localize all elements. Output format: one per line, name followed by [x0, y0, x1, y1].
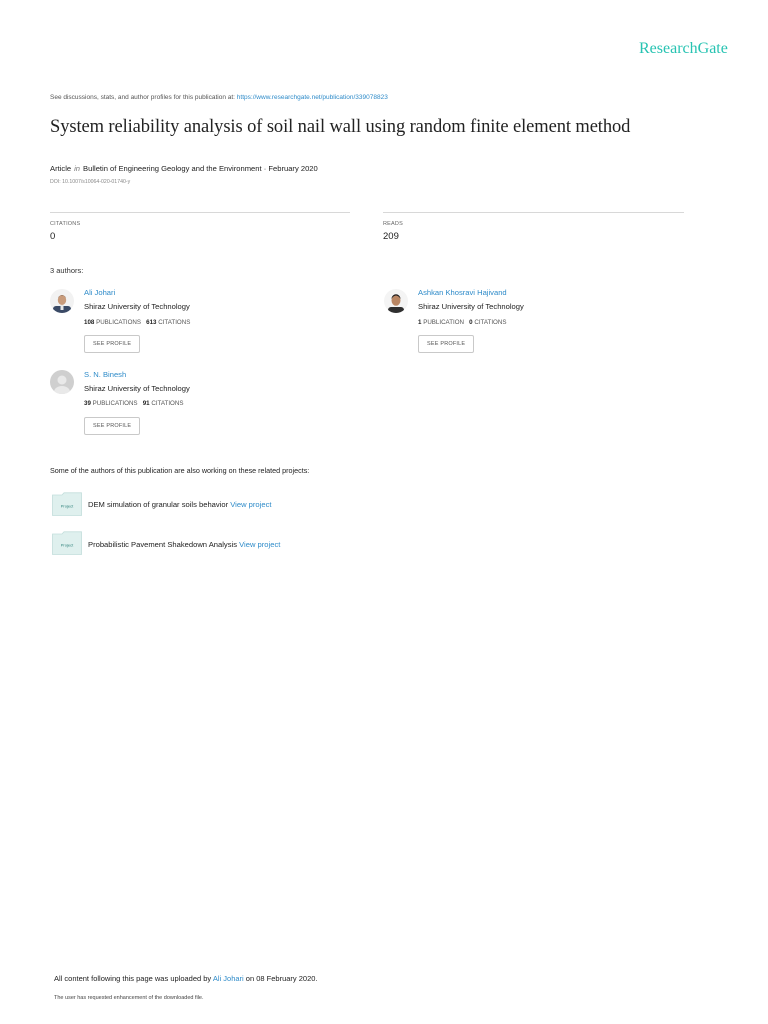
person-photo-icon — [50, 289, 74, 313]
project-title: Probabilistic Pavement Shakedown Analysis — [88, 540, 240, 549]
author-avatar-s-n-binesh[interactable] — [50, 370, 74, 394]
author-affiliation[interactable]: Shiraz University of Technology — [418, 302, 524, 311]
author-stats — [418, 319, 506, 326]
article-date: · February 2020 — [261, 164, 318, 173]
article-in: in — [74, 164, 81, 173]
project-title: DEM simulation of granular soils behavior — [88, 500, 231, 509]
author-affiliation[interactable]: Shiraz University of Technology — [84, 384, 190, 393]
related-projects-heading: Some of the authors of this publication are also working on these related projects: — [50, 466, 310, 475]
project-item — [88, 500, 271, 509]
default-avatar-icon — [50, 370, 74, 394]
doi-text: DOI: 10.1007/s10064-020-01740-y — [50, 179, 131, 185]
publication-label: PUBLICATIONS — [96, 319, 141, 326]
citation-label: CITATIONS — [151, 400, 184, 407]
author-name[interactable]: Ashkan Khosravi Hajivand — [418, 288, 507, 297]
discussion-text: See discussions, stats, and author profiles for this publication at: — [50, 94, 237, 101]
reads-label: READS — [383, 221, 403, 227]
person-photo-icon — [384, 289, 408, 313]
citation-count: 0 — [469, 319, 473, 326]
citation-count: 613 — [146, 319, 157, 326]
upload-date: on 08 February 2020. — [243, 974, 318, 983]
citations-label: CITATIONS — [50, 221, 81, 227]
author-stats — [84, 319, 190, 326]
citations-value: 0 — [50, 231, 56, 242]
enhancement-note: The user has requested enhancement of the downloaded file. — [54, 995, 204, 1001]
publication-url-link[interactable]: https://www.researchgate.net/publication/339078823 — [236, 94, 388, 101]
uploader-link[interactable]: Ali Johari — [212, 974, 244, 983]
researchgate-logo[interactable]: ResearchGate — [639, 40, 728, 57]
discussion-line — [50, 94, 388, 101]
project-folder-icon[interactable] — [52, 531, 82, 553]
see-profile-button[interactable]: SEE PROFILE — [84, 335, 140, 353]
author-avatar-ashkan-khosravi-hajivand[interactable] — [384, 289, 408, 313]
journal-name: Bulletin of Engineering Geology and the Environment — [83, 164, 262, 173]
authors-heading: 3 authors: — [50, 266, 84, 275]
reads-divider — [383, 212, 684, 213]
project-icon-label: Project — [60, 503, 74, 509]
see-profile-button[interactable]: SEE PROFILE — [418, 335, 474, 353]
publication-label: PUBLICATIONS — [92, 400, 138, 407]
reads-value: 209 — [383, 231, 399, 242]
project-icon-label: Project — [60, 542, 74, 548]
project-item — [88, 540, 280, 549]
article-type: Article — [50, 164, 72, 173]
citation-count: 91 — [142, 400, 150, 407]
view-project-link[interactable]: View project — [239, 540, 281, 549]
citations-divider — [50, 212, 350, 213]
publication-title: System reliability analysis of soil nail wall using random finite element method — [50, 117, 631, 137]
project-folder-icon[interactable] — [52, 492, 82, 514]
upload-prefix: All content following this page was uploaded by — [54, 974, 213, 983]
author-name[interactable]: S. N. Binesh — [84, 370, 127, 379]
author-avatar-ali-johari[interactable] — [50, 289, 74, 313]
author-name[interactable]: Ali Johari — [84, 288, 116, 297]
author-stats — [84, 400, 183, 407]
article-info-line — [50, 164, 318, 173]
publication-count: 108 — [84, 319, 95, 326]
publication-count: 39 — [84, 400, 91, 407]
view-project-link[interactable]: View project — [230, 500, 272, 509]
upload-info — [54, 974, 318, 983]
publication-count: 1 — [418, 319, 422, 326]
citation-label: CITATIONS — [158, 319, 191, 326]
see-profile-button[interactable]: SEE PROFILE — [84, 417, 140, 435]
author-affiliation[interactable]: Shiraz University of Technology — [84, 302, 190, 311]
publication-label: PUBLICATION — [423, 319, 464, 326]
citation-label: CITATIONS — [474, 319, 507, 326]
